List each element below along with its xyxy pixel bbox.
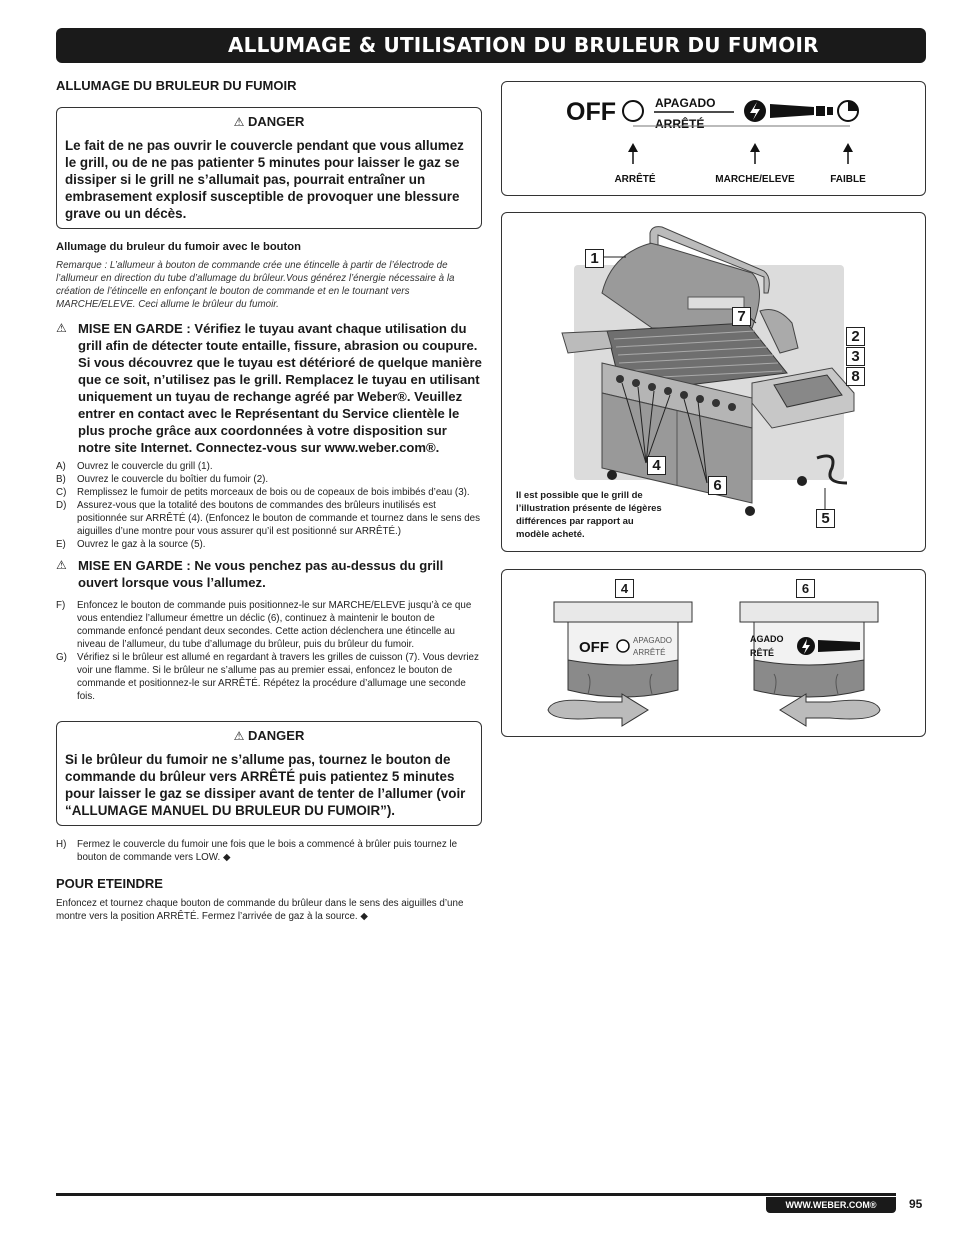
knob-figure xyxy=(501,569,926,737)
warning-triangle-icon: ⚠ xyxy=(233,729,245,743)
step-item xyxy=(56,460,482,473)
callout-7: 7 xyxy=(732,307,751,326)
knob4-apagado: APAGADO xyxy=(633,636,672,645)
danger-box-1 xyxy=(56,107,482,229)
arrow-up-icon xyxy=(750,143,760,152)
off-circle-icon xyxy=(623,101,643,121)
rotate-clockwise-arrow-icon xyxy=(548,694,648,726)
step-text: Assurez-vous que la totalité des boutons de commandes des brûleurs inutilisés est positionnée sur ARRÊTÉ (4). (Enfoncez le bouton de commande et tournez dans le sens des aiguilles d’une montre pour vous assurer qu’il est positionné sur ARRÊTÉ.) xyxy=(77,500,480,537)
step-letter: E) xyxy=(56,539,66,550)
step-text: Vérifiez si le brûleur est allumé en regardant à travers les grilles de cuisson (7). Vous devriez voir une flamme. Si le brûleur ne s’allume pas au premier essai, enfoncez le bouton de commande et positionnez-le sur ARRÊTÉ. Répétez la procédure d’allumage une seconde fois. xyxy=(77,652,479,702)
sub-heading: Allumage du bruleur du fumoir avec le bouton xyxy=(56,241,301,253)
step-letter: C) xyxy=(56,487,67,498)
callout-4: 4 xyxy=(647,456,666,475)
knob6-arrete: RÊTÉ xyxy=(750,648,775,658)
knob4-arrete: ARRÊTÉ xyxy=(633,648,666,657)
step-text: Ouvrez le couvercle du grill (1). xyxy=(77,461,213,472)
off-text: Enfoncez et tournez chaque bouton de commande du brûleur dans le sens des aiguilles d’une montre vers la position ARRÊTÉ. Fermez l’arrivée de gaz à la source. ◆ xyxy=(56,898,464,922)
step-letter: F) xyxy=(56,600,66,611)
arrow-up-icon xyxy=(628,143,638,152)
steps-list-b xyxy=(56,599,482,703)
step-letter: B) xyxy=(56,474,66,485)
page-number: 95 xyxy=(909,1197,923,1211)
step-letter: A) xyxy=(56,461,66,472)
knob-illustration xyxy=(502,570,924,735)
danger-label: DANGER xyxy=(248,728,305,743)
callout-knob-6: 6 xyxy=(796,579,815,598)
dial-scale-diagram xyxy=(502,82,924,194)
arrete-label: ARRÊTÉ xyxy=(655,117,705,131)
step-item xyxy=(56,538,482,551)
caution-lean xyxy=(56,557,482,591)
callout-5: 5 xyxy=(816,509,835,528)
danger-text-1: Le fait de ne pas ouvrir le couvercle pendant que vous allumez le grill, ou de ne pas patienter 5 minutes pour laisser le gaz se dissiper si le grill ne s’allumait pas, pourrait entraîner un embrasement explosif susceptible de provoquer une blessure grave ou un décès. xyxy=(65,138,464,221)
callout-6: 6 xyxy=(708,476,727,495)
flame-taper-icon xyxy=(770,104,814,118)
danger-title-1 xyxy=(65,114,473,129)
step-item xyxy=(56,473,482,486)
step-text: Fermez le couvercle du fumoir une fois que le bois a commencé à brûler puis tournez le bouton de commande vers LOW. ◆ xyxy=(77,839,458,863)
step-text: Remplissez le fumoir de petits morceaux de bois ou de copeaux de bois imbibés d’eau (3). xyxy=(77,487,470,498)
danger-title-2 xyxy=(65,728,473,743)
danger-box-2 xyxy=(56,721,482,826)
warning-triangle-icon: ⚠ xyxy=(56,558,67,572)
off-label: OFF xyxy=(566,98,616,126)
knob4-off: OFF xyxy=(579,639,609,656)
step-item xyxy=(56,599,482,651)
caution-lean-text: MISE EN GARDE : Ne vous penchez pas au-dessus du grill ouvert lorsque vous l’allumez. xyxy=(78,558,444,590)
step-item xyxy=(56,486,482,499)
remark-text: Remarque : L’allumeur à bouton de commande crée une étincelle à partir de l’électrode de l’allumeur en direction du tube d’allumage du brûleur.Vous générez l’énergie nécessaire à la création de l’étincelle en enfonçant le bouton de commande et en le tournant vers MARCHE/ELEVE. Ceci allume le brûleur du fumoir. xyxy=(56,260,455,310)
steps-list-c xyxy=(56,838,482,864)
step-letter: H) xyxy=(56,839,67,850)
callout-2: 2 xyxy=(846,327,865,346)
callout-1: 1 xyxy=(585,249,604,268)
rotate-counterclockwise-arrow-icon xyxy=(780,694,880,726)
step-text: Enfoncez le bouton de commande puis positionnez-le sur MARCHE/ELEVE jusqu’à ce que vous entendiez l’allumeur émettre un déclic (6), continuez à maintenir le bouton de commande enfoncé pendant deux secondes. Cette action déclenchera une étincelle au niveau de l’allumeur, du tube d’allumage du brûleur, puis du brûleur du fumoir. xyxy=(77,600,472,650)
dial-label-low: FAIBLE xyxy=(830,174,866,185)
step-text: Ouvrez le couvercle du boîtier du fumoir (2). xyxy=(77,474,269,485)
grill-figure xyxy=(501,212,926,552)
step-item xyxy=(56,838,482,864)
step-text: Ouvrez le gaz à la source (5). xyxy=(77,539,206,550)
step-item xyxy=(56,651,482,703)
step-item xyxy=(56,499,482,538)
caution-hose-text: MISE EN GARDE : Vérifiez le tuyau avant chaque utilisation du grill afin de détecter toute entaille, fissure, abrasion ou coupure. Si vous découvrez que le tuyau est détérioré de quelque manière que ce soit, n’utilisez pas le grill. Remplacez le tuyau en utilisant uniquement un tuyau de rechange agréé par Weber®. Veuillez entrer en contact avec le Représentant du Service clientèle le plus proche grâce aux coordonnées à votre disposition sur notre site Internet. Connectez-vous sur www.weber.com®. xyxy=(78,321,482,455)
dial-label-off: ARRÊTÉ xyxy=(614,174,656,185)
footer-website: WWW.WEBER.COM® xyxy=(766,1197,896,1213)
off-heading: POUR ETEINDRE xyxy=(56,876,163,891)
apagado-label: APAGADO xyxy=(655,96,716,110)
arrow-up-icon xyxy=(843,143,853,152)
page-title: ALLUMAGE & UTILISATION DU BRULEUR DU FUMOIR xyxy=(56,28,926,63)
caution-hose xyxy=(56,320,482,456)
danger-text-2: Si le brûleur du fumoir ne s’allume pas, tournez le bouton de commande du brûleur vers ARRÊTÉ puis patientez 5 minutes pour laisser le gaz se dissiper avant de tenter de l’allumer (voir “ALLUMAGE MANUEL DU BRULEUR DU FUMOIR”). xyxy=(65,752,466,818)
left-column xyxy=(56,78,482,923)
danger-label: DANGER xyxy=(248,114,305,129)
callout-knob-4: 4 xyxy=(615,579,634,598)
callout-8: 8 xyxy=(846,367,865,386)
warning-triangle-icon: ⚠ xyxy=(233,115,245,129)
callout-3: 3 xyxy=(846,347,865,366)
warning-triangle-icon: ⚠ xyxy=(56,321,67,335)
dial-figure xyxy=(501,81,926,196)
knob6-apagado: AGADO xyxy=(750,634,784,644)
steps-list-a xyxy=(56,460,482,551)
step-letter: G) xyxy=(56,652,67,663)
dial-label-high: MARCHE/ELEVE xyxy=(715,174,795,185)
footer-rule xyxy=(56,1193,896,1196)
grill-caption: Il est possible que le grill de l’illustration présente de légères différences par rapport au modèle acheté. xyxy=(516,490,662,540)
step-letter: D) xyxy=(56,500,67,511)
section-heading: ALLUMAGE DU BRULEUR DU FUMOIR xyxy=(56,78,297,93)
